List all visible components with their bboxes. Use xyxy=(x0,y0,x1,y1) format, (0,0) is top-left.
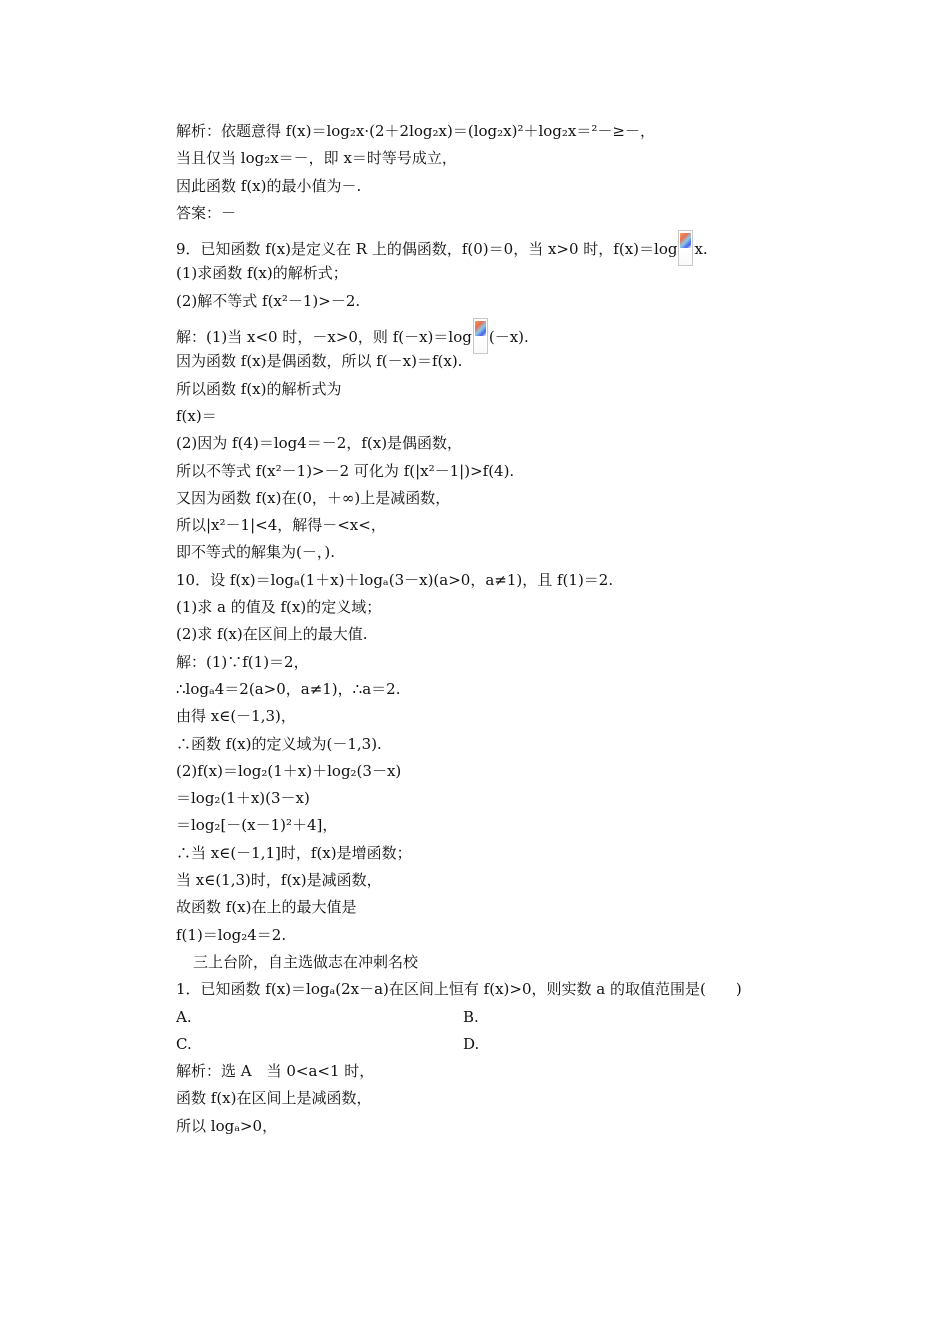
log-base-image xyxy=(473,318,488,354)
text-line: 所以 logₐ>0， xyxy=(176,1116,278,1135)
text-line: 函数 f(x)在区间上是减函数， xyxy=(176,1089,372,1108)
text-line: ＝log₂(1＋x)(3－x) xyxy=(176,789,310,808)
text-line: (1)求函数 f(x)的解析式； xyxy=(176,264,348,283)
answer-line: 答案：－ xyxy=(176,203,237,222)
text-segment: 9．已知函数 f(x)是定义在 R 上的偶函数，f(0)＝0，当 x>0 时，f(x)＝log xyxy=(176,240,678,259)
text-line: (2)因为 f(4)＝log4＝－2，f(x)是偶函数， xyxy=(176,434,463,453)
text-line: 又因为函数 f(x)在(0，＋∞)上是减函数， xyxy=(176,488,451,507)
text-line: 所以不等式 f(x²－1)>－2 可化为 f(|x²－1|)>f(4). xyxy=(176,461,515,480)
option-a: A. xyxy=(176,1007,192,1026)
text-line: 解析：依题意得 f(x)＝log₂x·(2＋2log₂x)＝(log₂x)²＋log₂x＝²－≥－， xyxy=(176,122,655,140)
text-line: f(x)＝ xyxy=(176,406,217,425)
text-line: 由得 x∈(－1,3)， xyxy=(176,707,296,726)
text-line: 即不等式的解集为(－，). xyxy=(176,543,335,562)
text-line: 因为函数 f(x)是偶函数，所以 f(－x)＝f(x). xyxy=(176,352,463,371)
text-line: f(1)＝log₂4＝2. xyxy=(176,925,287,944)
text-line: 解析：选 A 当 0<a<1 时， xyxy=(176,1062,375,1081)
problem-1-stem: 1．已知函数 f(x)＝logₐ(2x－a)在区间上恒有 f(x)>0，则实数 a 的取值范围是( ) xyxy=(176,980,742,999)
problem-10-stem: 10．设 f(x)＝logₐ(1＋x)＋logₐ(3－x)(a>0，a≠1)，且 f(1)＝2. xyxy=(176,570,614,589)
text-line: (2)f(x)＝log₂(1＋x)＋log₂(3－x) xyxy=(176,761,402,780)
text-line: ＝log₂[－(x－1)²＋4]， xyxy=(176,816,338,835)
text-line: (2)解不等式 f(x²－1)>－2. xyxy=(176,291,361,310)
text-line: ∴logₐ4＝2(a>0，a≠1)，∴a＝2. xyxy=(176,679,401,698)
text-segment: x. xyxy=(694,240,708,259)
text-segment: (－x). xyxy=(488,328,529,347)
options-row xyxy=(176,1004,816,1031)
text-line: ∴当 x∈(－1,1]时，f(x)是增函数； xyxy=(176,843,412,862)
option-c: C. xyxy=(176,1034,192,1053)
option-d: D. xyxy=(463,1034,480,1053)
section-heading: 三上台阶，自主选做志在冲刺名校 xyxy=(193,952,419,971)
text-line: 所以函数 f(x)的解析式为 xyxy=(176,379,342,398)
text-segment: 解：(1)当 x<0 时，－x>0，则 f(－x)＝log xyxy=(176,328,472,347)
text-line: ∴函数 f(x)的定义域为(－1,3). xyxy=(176,734,382,753)
options-row xyxy=(176,1031,816,1058)
document-page xyxy=(176,118,816,1140)
option-b: B. xyxy=(463,1007,479,1026)
text-line: 所以|x²－1|<4，解得－<x<， xyxy=(176,516,386,535)
text-line: 当且仅当 log₂x＝－，即 x＝时等号成立， xyxy=(176,149,457,168)
solution-line xyxy=(176,318,816,345)
problem-9-stem xyxy=(176,230,816,257)
text-line: (2)求 f(x)在区间上的最大值. xyxy=(176,625,368,644)
text-line: 故函数 f(x)在上的最大值是 xyxy=(176,898,357,917)
text-line: (1)求 a 的值及 f(x)的定义域； xyxy=(176,598,382,617)
text-line: 因此函数 f(x)的最小值为－. xyxy=(176,176,362,195)
text-line: 解：(1)∵f(1)＝2， xyxy=(176,652,309,671)
text-line: 当 x∈(1,3)时，f(x)是减函数， xyxy=(176,871,382,890)
log-base-image xyxy=(678,230,693,266)
